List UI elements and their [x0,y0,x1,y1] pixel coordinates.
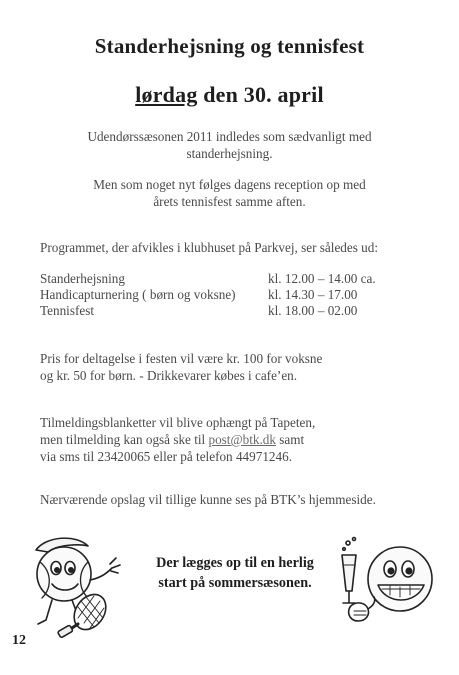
reception-line-1: Men som noget nyt følges dagens reception op med [93,177,366,192]
price-line-2: og kr. 50 for børn. - Drikkevarer købes i cafe’en. [40,368,298,383]
signup-line-2-end: samt [275,432,305,447]
schedule-event: Handicapturnering ( børn og voksne) [40,287,236,302]
signup-line-2 [40,431,440,448]
program-intro: Programmet, der afvikles i klubhuset på Parkvej, ser således ud: [40,240,379,255]
schedule-row [40,271,440,287]
signup-line-3: via sms til 23420065 eller på telefon 44971246. [40,449,292,464]
schedule-list [40,271,440,319]
email-link[interactable]: post@btk.dk [208,432,276,447]
page-number: 12 [12,633,26,648]
tennis-ball-mascot-icon [18,528,130,638]
smiley-champagne-icon [334,535,446,630]
intro-line-2: standerhejsning. [186,146,273,161]
intro-paragraph [0,128,459,162]
signup-line-2-start: men tilmelding kan også ske til [40,432,209,447]
schedule-row [40,303,440,319]
price-paragraph [40,350,440,384]
reception-line-2: årets tennisfest samme aften. [153,194,306,209]
closing-line-2: start på sommersæsonen. [158,575,312,591]
schedule-event: Standerhejsning [40,271,125,286]
reception-paragraph [0,176,459,210]
signup-line-1: Tilmeldingsblanketter vil blive ophængt på Tapeten, [40,415,316,430]
schedule-time: kl. 14.30 – 17.00 [268,287,358,302]
closing-line-1: Der lægges op til en herlig [156,555,314,571]
schedule-row [40,287,440,303]
page-title [0,34,459,59]
intro-line-1: Udendørssæsonen 2011 indledes som sædvanligt med [87,129,372,144]
closing-message [140,553,330,593]
price-line-1: Pris for deltagelse i festen vil være kr. 100 for voksne [40,351,323,366]
event-weekday: lørdag [135,82,198,107]
event-date-rest: den 30. april [197,82,324,107]
title-text: Standerhejsning og tennisfest [94,34,365,58]
schedule-time: kl. 18.00 – 02.00 [268,303,358,318]
schedule-event: Tennisfest [40,303,95,318]
schedule-time: kl. 12.00 – 14.00 ca. [268,271,376,286]
website-note: Nærværende opslag vil tillige kunne ses på BTK’s hjemmeside. [40,492,376,507]
event-date [0,82,459,108]
signup-paragraph [40,414,440,465]
